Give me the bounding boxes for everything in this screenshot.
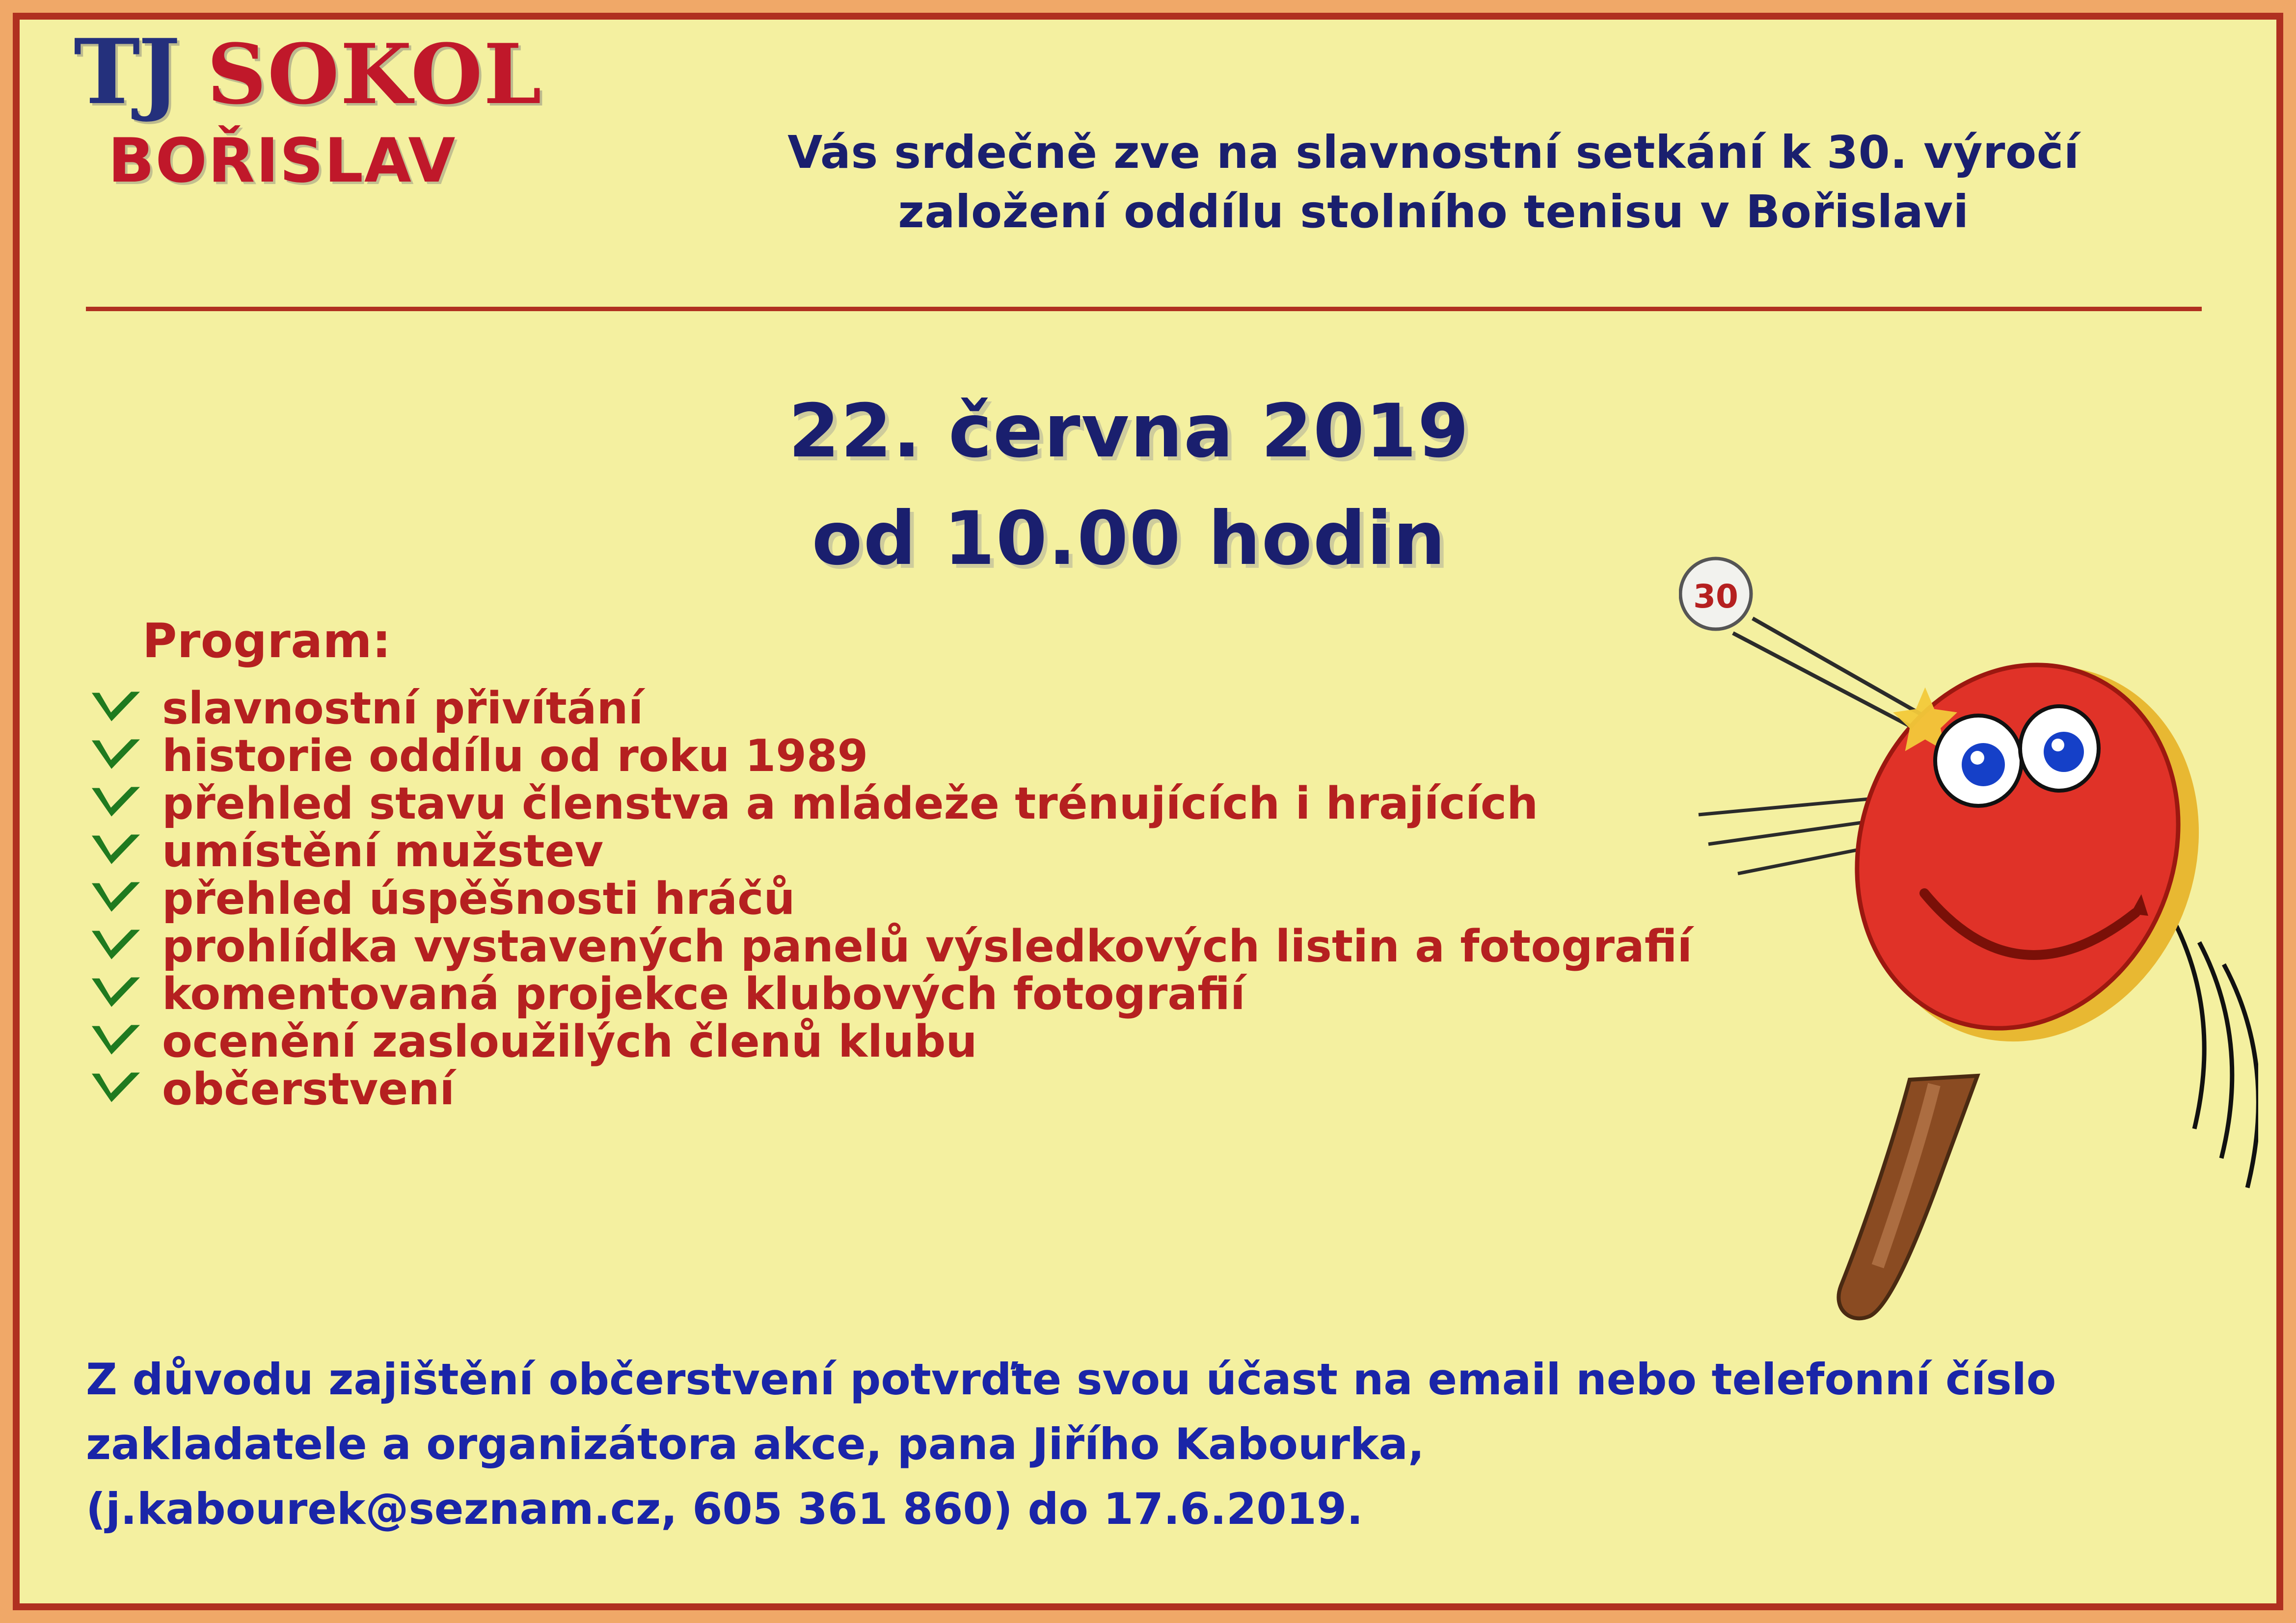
checkmark-icon: [88, 690, 162, 728]
program-title: Program:: [142, 613, 391, 668]
program-list: [88, 685, 1856, 1113]
rsvp-line-2: zakladatele a organizátora akce, pana Jiřího Kabourka,: [86, 1419, 1425, 1469]
list-item-label: přehled stavu členstva a mládeže trénujících i hrajících: [162, 778, 1539, 829]
club-logo-line-1: [74, 19, 687, 124]
event-date-block: [442, 378, 1816, 593]
rsvp-line-3: (j.kabourek@seznam.cz, 605 361 860) do 17.6.2019.: [86, 1484, 1363, 1534]
checkmark-icon: [88, 1070, 162, 1109]
list-item: [88, 923, 1856, 970]
list-item: [88, 875, 1856, 923]
checkmark-icon: [88, 880, 162, 918]
ball-number: 30: [1693, 578, 1738, 615]
rsvp-note: [86, 1347, 2099, 1542]
list-item: [88, 970, 1856, 1018]
list-item-label: přehled úspěšnosti hráčů: [162, 873, 795, 925]
list-item-label: občerstvení: [162, 1064, 455, 1115]
club-logo-town: BOŘISLAV: [108, 126, 457, 196]
list-item-label: prohlídka vystavených panelů výsledkových listin a fotografií: [162, 921, 1693, 972]
event-date: 22. června 2019: [788, 389, 1470, 474]
checkmark-icon: [88, 832, 162, 871]
list-item: [88, 1065, 1856, 1113]
list-item-label: ocenění zasloužilých členů klubu: [162, 1016, 977, 1067]
list-item-label: historie oddílu od roku 1989: [162, 730, 868, 782]
paddle-illustration: [1679, 550, 2258, 1384]
list-item-label: umístění mužstev: [162, 825, 604, 877]
rsvp-line-1: Z důvodu zajištění občerstvení potvrďte svou účast na email nebo telefonní číslo: [86, 1354, 2056, 1405]
invitation-line-1: Vás srdečně zve na slavnostní setkání k 30. výročí: [787, 126, 2080, 179]
checkmark-icon: [88, 928, 162, 966]
list-item-label: komentovaná projekce klubových fotografií: [162, 968, 1245, 1020]
list-item: [88, 685, 1856, 732]
club-logo-tj: TJ: [74, 19, 179, 124]
list-item-label: slavnostní přivítání: [162, 683, 644, 734]
club-logo: [74, 19, 687, 196]
event-time: od 10.00 hodin: [811, 496, 1447, 582]
list-item: [88, 827, 1856, 875]
club-logo-sokol: SOKOL: [207, 26, 543, 123]
invitation-line-2: založení oddílu stolního tenisu v Bořislavi: [898, 186, 1969, 239]
header-divider: [86, 307, 2202, 311]
list-item: [88, 732, 1856, 780]
checkmark-icon: [88, 1023, 162, 1061]
list-item: [88, 1018, 1856, 1065]
checkmark-icon: [88, 785, 162, 823]
invitation-heading: [697, 123, 2170, 242]
checkmark-icon: [88, 737, 162, 775]
list-item: [88, 780, 1856, 827]
checkmark-icon: [88, 975, 162, 1013]
